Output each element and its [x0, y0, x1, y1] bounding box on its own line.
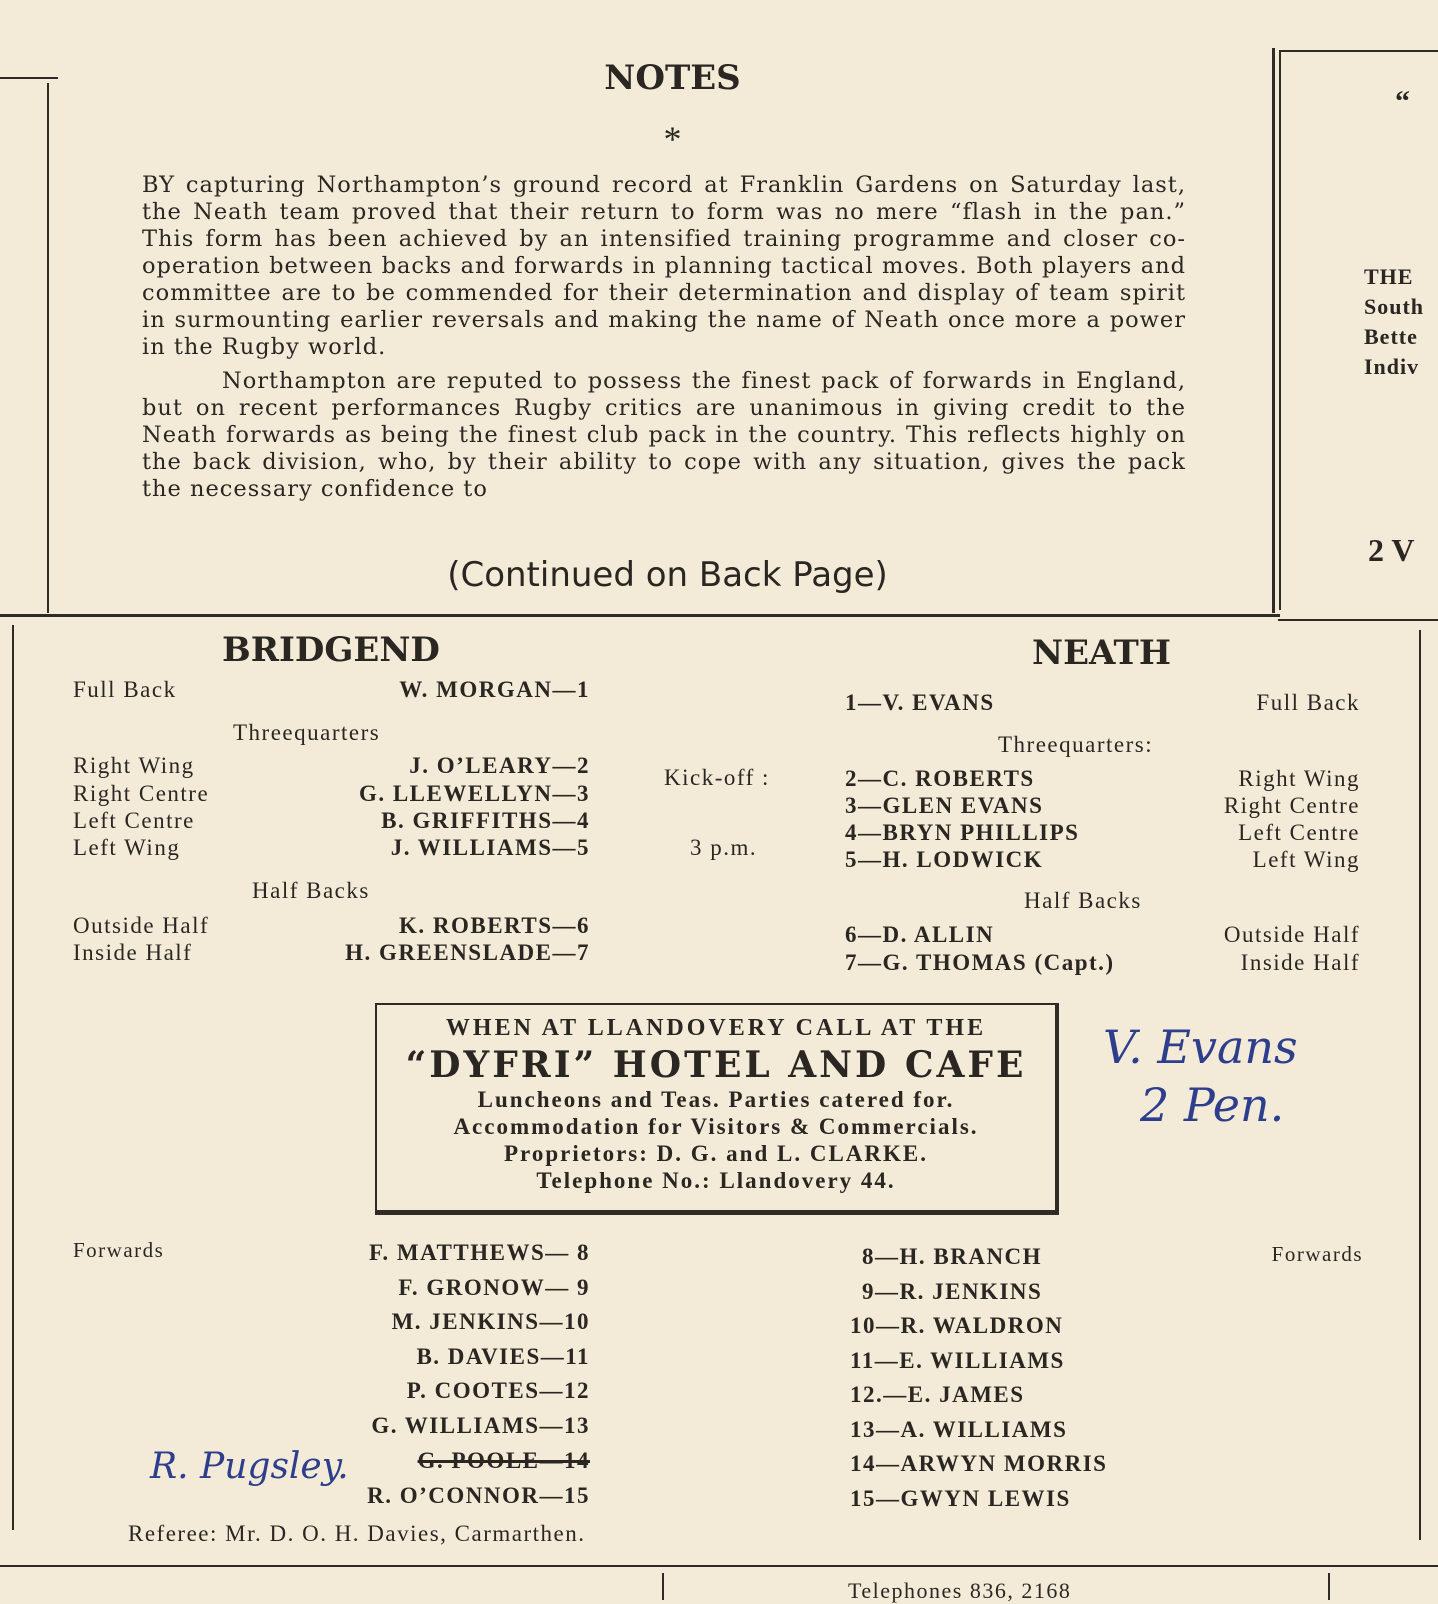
neath-pos: Right Wing: [1238, 766, 1360, 791]
neath-player: 2—C. ROBERTS: [845, 766, 1035, 791]
bridgend-forward: P. COOTES—12: [406, 1378, 590, 1403]
bridgend-player: J. WILLIAMS—5: [390, 835, 590, 860]
bridgend-full-back-player: W. MORGAN—1: [399, 677, 590, 702]
neath-threequarters-label: Threequarters:: [998, 732, 1154, 757]
bridgend-team-name: BRIDGEND: [222, 630, 440, 670]
neath-player: 6—D. ALLIN: [845, 922, 995, 947]
bridgend-pos: Left Centre: [73, 808, 195, 833]
advert-line-3: Luncheons and Teas. Parties catered for.: [477, 1087, 955, 1112]
neath-pos: Outside Half: [1223, 922, 1360, 947]
neath-team-name: NEATH: [1032, 633, 1171, 673]
right-column-line: Bette: [1364, 324, 1418, 349]
quote-mark: “: [1395, 85, 1410, 118]
bridgend-forward: F. GRONOW— 9: [398, 1275, 590, 1300]
notes-title: NOTES: [604, 58, 741, 98]
bridgend-pos: Right Wing: [73, 753, 195, 778]
bridgend-forward: R. O’CONNOR—15: [367, 1483, 590, 1508]
bridgend-player: B. GRIFFITHS—4: [381, 808, 590, 833]
bridgend-threequarters-label: Threequarters: [233, 720, 381, 745]
neath-full-back-player: 1—V. EVANS: [845, 690, 995, 715]
neath-player: 3—GLEN EVANS: [845, 793, 1044, 818]
right-column-line: South: [1364, 294, 1425, 319]
neath-player: 4—BRYN PHILLIPS: [845, 820, 1080, 845]
right-col-top-rule: [1280, 50, 1438, 52]
bridgend-forwards-label: Forwards: [73, 1238, 165, 1262]
neath-player: 7—G. THOMAS (Capt.): [845, 950, 1115, 975]
right-column-bottom: 2 V: [1368, 532, 1415, 568]
neath-pos: Inside Half: [1240, 950, 1360, 975]
teams-right-rule: [1419, 630, 1421, 1540]
neath-pos: Right Centre: [1223, 793, 1360, 818]
right-column-line: Indiv: [1364, 354, 1420, 379]
bridgend-forward: M. JENKINS—10: [391, 1309, 590, 1334]
teams-left-rule: [12, 625, 14, 1530]
neath-forward: 8—H. BRANCH: [862, 1244, 1043, 1269]
footer-telephones: Telephones 836, 2168: [848, 1578, 1072, 1603]
neath-half-backs-label: Half Backs: [1024, 888, 1142, 913]
continued-note: (Continued on Back Page): [447, 555, 888, 595]
bridgend-player: G. LLEWELLYN—3: [358, 781, 590, 806]
right-col-bottom-rule: [1278, 619, 1438, 621]
handwritten-note-scorer: V. Evans: [1103, 1020, 1298, 1074]
bridgend-forward-struck: G. POOLE—14: [417, 1448, 590, 1473]
hotel-advert: [375, 1003, 1059, 1215]
neath-forward: 15—GWYN LEWIS: [850, 1486, 1071, 1511]
neath-forward: 10—R. WALDRON: [850, 1313, 1064, 1338]
bridgend-player: K. ROBERTS—6: [398, 913, 590, 938]
advert-line-6: Telephone No.: Llandovery 44.: [536, 1168, 896, 1193]
right-column: [1395, 85, 1438, 119]
neath-forward: 11—E. WILLIAMS: [850, 1348, 1065, 1373]
bridgend-full-back-label: Full Back: [73, 677, 177, 702]
bridgend-player: J. O’LEARY—2: [409, 753, 590, 778]
neath-forward: 9—R. JENKINS: [862, 1279, 1043, 1304]
notes-bottom-rule: [0, 614, 1280, 617]
advert-line-1: WHEN AT LLANDOVERY CALL AT THE: [445, 1015, 987, 1041]
notes-body: [142, 172, 1186, 510]
neath-forward: 12.—E. JAMES: [850, 1382, 1025, 1407]
advert-hotel-name: “DYFRI” HOTEL AND CAFE: [405, 1044, 1027, 1086]
bridgend-player: H. GREENSLADE—7: [345, 940, 590, 965]
neath-forward: 14—ARWYN MORRIS: [850, 1451, 1108, 1476]
kickoff-label: Kick-off :: [664, 765, 770, 790]
referee-line: Referee: Mr. D. O. H. Davies, Carmarthen.: [128, 1521, 586, 1546]
bridgend-pos: Outside Half: [73, 913, 210, 938]
teams-bottom-rule: [0, 1565, 1438, 1567]
handwritten-substitute: R. Pugsley.: [150, 1446, 349, 1487]
kickoff-time: 3 p.m.: [690, 835, 758, 860]
handwritten-note-penalties: 2 Pen.: [1140, 1078, 1285, 1132]
right-column-line: THE: [1364, 264, 1414, 289]
bridgend-pos: Right Centre: [73, 781, 210, 806]
advert-line-5: Proprietors: D. G. and L. CLARKE.: [504, 1141, 928, 1166]
neath-player: 5—H. LODWICK: [845, 847, 1044, 872]
footer-divider: [662, 1573, 664, 1600]
right-column-text: [1364, 262, 1438, 382]
neath-forwards-label: Forwards: [1271, 1242, 1363, 1266]
footer-right-rule: [1328, 1573, 1330, 1600]
bridgend-forward: G. WILLIAMS—13: [371, 1413, 590, 1438]
left-vertical-rule: [47, 83, 49, 613]
notes-paragraph-2: Northampton are reputed to possess the finest pack of forwards in England, but on recent performances Rugby critics are unanimous in giving credit to the Neath forwards as being the finest club pack in the country. This reflects highly on the back division, who, by their ability to cope with any situation, gives the pack the necessary confidence to: [142, 368, 1186, 502]
advert-line-4: Accommodation for Visitors & Commercials.: [453, 1114, 979, 1139]
bridgend-half-backs-label: Half Backs: [252, 878, 370, 903]
neath-full-back-label: Full Back: [1256, 690, 1360, 715]
neath-forward: 13—A. WILLIAMS: [850, 1417, 1068, 1442]
bridgend-forward: B. DAVIES—11: [416, 1344, 590, 1369]
bridgend-pos: Inside Half: [73, 940, 193, 965]
asterisk-divider: *: [663, 119, 682, 159]
bridgend-forward: F. MATTHEWS— 8: [368, 1240, 590, 1265]
neath-pos: Left Wing: [1252, 847, 1360, 872]
bridgend-pos: Left Wing: [73, 835, 181, 860]
neath-pos: Left Centre: [1238, 820, 1360, 845]
notes-paragraph-1: BY capturing Northampton’s ground record at Franklin Gardens on Saturday last, the Neath team proved that their return to form was no mere “flash in the pan.” This form has been achieved by an intensified training programme and closer co-operation between backs and forwards in planning tactical moves. Both players and committee are to be commended for their determination and display of team spirit in surmounting earlier reversals and making the name of Neath once more a power in the Rugby world.: [142, 172, 1186, 360]
